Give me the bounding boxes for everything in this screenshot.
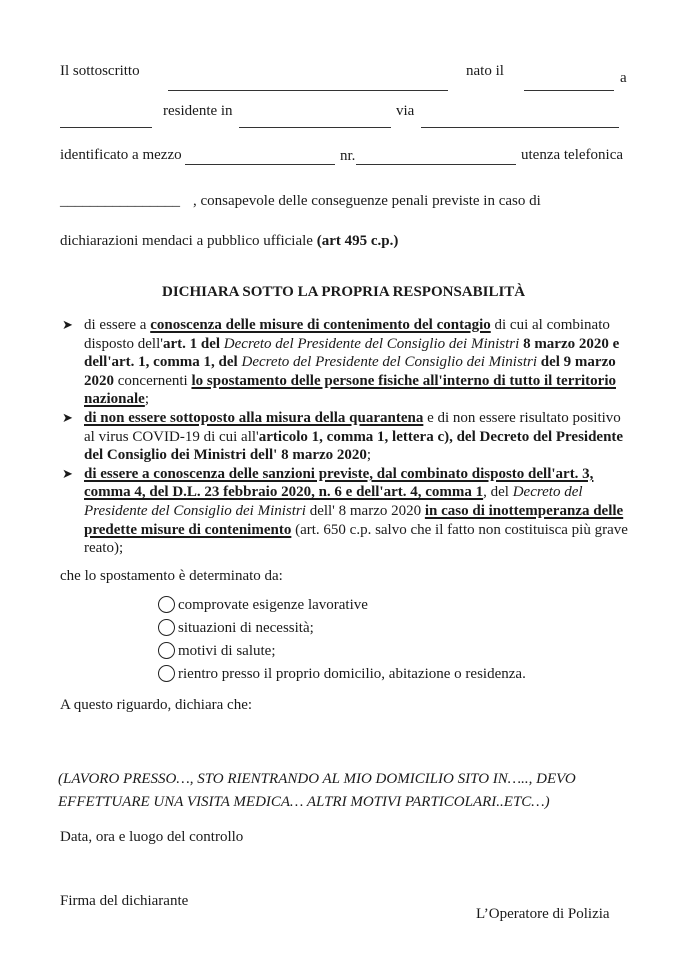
declaration-item-1: ➤ di essere a conoscenza delle misure di contenimento del contagio di cui al combinato disposto dell'art. 1 del Decreto del Presidente del Consiglio dei Ministri 8 marzo 2020 e dell'art. 1, comma 1, del Decreto del Presidente del Consiglio dei Ministri del 9 marzo 2020 concernenti lo spostamento delle persone fisiche all'interno di tutto il territorio nazionale; [62,317,620,408]
name-field[interactable] [168,90,448,91]
radio-circle-icon[interactable] [158,665,175,682]
option-lavorative[interactable]: comprovate esigenze lavorative [158,596,368,614]
nr-label: nr. [340,148,356,164]
sottoscritto-label: Il sottoscritto [60,63,140,79]
radio-circle-icon[interactable] [158,596,175,613]
arrow-bullet-icon: ➤ [62,317,73,332]
declarations-list [62,316,628,558]
document-type-field[interactable] [185,164,335,165]
riguardo-label: A questo riguardo, dichiara che: [60,697,253,713]
data-ora-luogo-label: Data, ora e luogo del controllo [60,829,244,845]
radio-circle-icon[interactable] [158,619,175,636]
radio-circle-icon[interactable] [158,642,175,659]
phone-field[interactable]: ________________ [60,193,180,209]
arrow-bullet-icon: ➤ [62,465,73,481]
art-495-label: (art 495 c.p.) [316,233,399,249]
identificato-label: identificato a mezzo [60,147,182,163]
dichiarazioni-label: dichiarazioni mendaci a pubblico ufficiale [60,233,317,249]
firma-label: Firma del dichiarante [60,893,189,909]
declaration-item-2: ➤ di non essere sottoposto alla misura della quarantena e di non essere risultato positivo al virus COVID-19 di cui all'articolo 1, comma 1, lettera c), del Decreto del Presidente del Consiglio dei Ministri dell' 8 marzo 2020; [62,409,624,464]
option-rientro[interactable]: rientro presso il proprio domicilio, abitazione o residenza. [158,665,526,683]
document-number-field[interactable] [356,164,516,165]
birth-date-field[interactable] [524,90,614,91]
dichiarazioni-text [60,233,398,250]
option-necessita[interactable]: situazioni di necessità; [158,619,314,637]
page-title: DICHIARA SOTTO LA PROPRIA RESPONSABILITÀ [162,284,526,300]
arrow-bullet-icon: ➤ [62,409,73,425]
nato-il-label: nato il [466,63,504,79]
operatore-label: L’Operatore di Polizia [476,906,610,922]
consapevole-text: , consapevole delle conseguenze penali previste in caso di [193,193,541,209]
residente-label: residente in [163,103,233,119]
example-line-1: (LAVORO PRESSO…, STO RIENTRANDO AL MIO DOMICILIO SITO IN….., DEVO [58,771,576,787]
declaration-item-3: ➤ di essere a conoscenza delle sanzioni previste, dal combinato disposto dell'art. 3, comma 4, del D.L. 23 febbraio 2020, n. 6 e dell'art. 4, comma 1, del Decreto del Presidente del Consiglio dei Ministri dell' 8 marzo 2020 in caso di inottemperanza delle predette misure di contenimento (art. 650 c.p. salvo che il fatto non costituisca più grave reato); [62,465,628,557]
birth-place-field[interactable] [60,127,152,128]
street-field[interactable] [421,127,619,128]
via-label: via [396,103,415,119]
option-salute[interactable]: motivi di salute; [158,642,276,660]
residence-city-field[interactable] [239,127,391,128]
spostamento-label: che lo spostamento è determinato da: [60,568,283,584]
utenza-label: utenza telefonica [521,147,624,163]
example-line-2: EFFETTUARE UNA VISITA MEDICA… ALTRI MOTIVI PARTICOLARI..ETC…) [58,794,550,810]
a-label: a [620,70,627,86]
